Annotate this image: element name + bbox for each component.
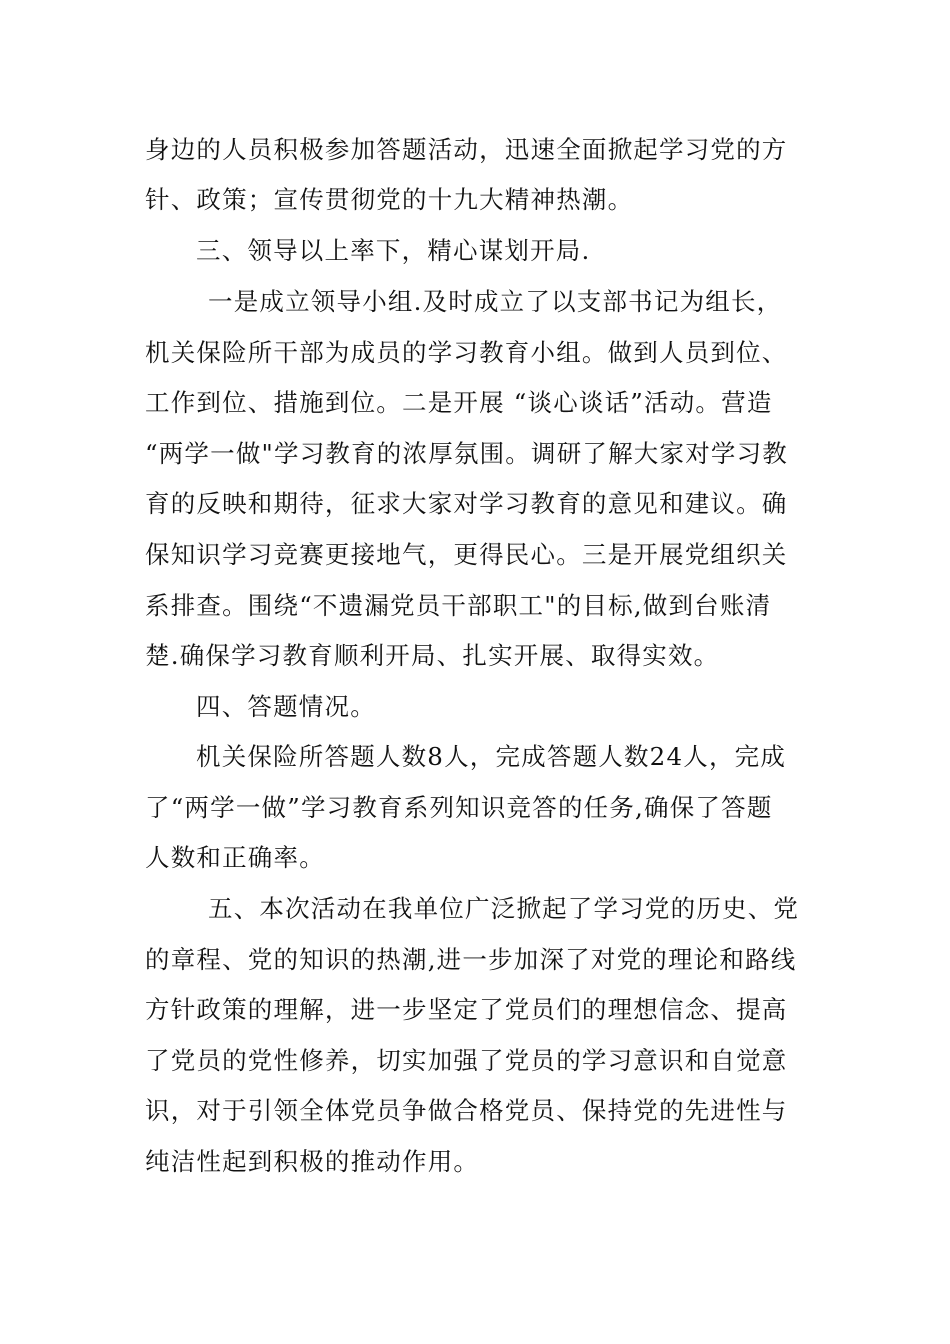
text-line: 机关保险所干部为成员的学习教育小组。做到人员到位、 [145, 338, 788, 367]
section-heading-5: 五、本次活动在我单位广泛掀起了学习党的历史、党 [208, 894, 800, 923]
text-line: 机关保险所答题人数8人，完成答题人数24人，完成 [196, 742, 787, 771]
text-line: 针、政策；宣传贯彻党的十九大精神热潮。 [145, 185, 634, 214]
text-line: 保知识学习竞赛更接地气，更得民心。三是开展党组织关 [145, 540, 788, 569]
text-line: 育的反映和期待，征求大家对学习教育的意见和建议。确 [145, 489, 788, 518]
text-line: 楚.确保学习教育顺利开局、扎实开展、取得实效。 [145, 641, 720, 670]
text-line: “两学一做"学习教育的浓厚氛围。调研了解大家对学习教 [145, 439, 788, 468]
text-line: 的章程、党的知识的热潮,进一步加深了对党的理论和路线 [145, 945, 797, 974]
text-line: 纯洁性起到积极的推动作用。 [145, 1147, 480, 1176]
text-line: 了党员的党性修养，切实加强了党员的学习意识和自觉意 [145, 1046, 788, 1075]
text-line: 方针政策的理解，进一步坚定了党员们的理想信念、提高 [145, 995, 788, 1024]
text-line: 系排查。围绕“不遗漏党员干部职工"的目标,做到台账清 [145, 591, 772, 620]
text-line: 一是成立领导小组.及时成立了以支部书记为组长， [208, 287, 783, 316]
text-line: 了“两学一做”学习教育系列知识竞答的任务,确保了答题 [145, 793, 773, 822]
text-line: 工作到位、措施到位。二是开展 “谈心谈话”活动。营造 [145, 388, 773, 417]
text-line: 识，对于引领全体党员争做合格党员、保持党的先进性与 [145, 1096, 788, 1125]
text-line: 身边的人员积极参加答题活动，迅速全面掀起学习党的方 [145, 135, 788, 164]
text-line: 人数和正确率。 [145, 843, 325, 872]
section-heading-3: 三、领导以上率下，精心谋划开局. [196, 236, 591, 265]
section-heading-4: 四、答题情况。 [196, 692, 376, 721]
